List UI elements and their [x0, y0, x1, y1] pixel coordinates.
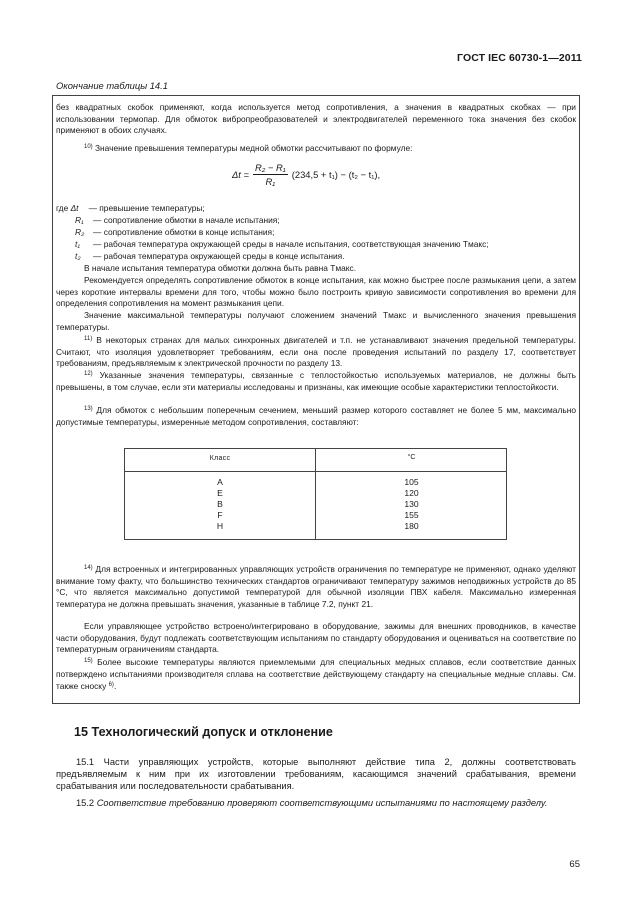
note-builtin-devices: Если управляющее устройство встроено/интегрировано в оборудование, зажимы для внешних проводников, в качестве части оборудования, будут подлежать соответствующим испытаниям по стандарту оборудования и оцениваться на соответствие по температурным ограничениям стандарта.: [56, 621, 576, 654]
footnote-15-text: Более высокие температуры являются приемлемыми для специальных медных сплавов, если соответствие данных потверждено испытаниями производителя сплава на соответствие действующему стандарту на специальные медные сплавы. См. также сноску: [56, 657, 576, 691]
formula-numerator: R₂ − R₁: [254, 162, 286, 173]
definition-text: — сопротивление обмотки в конце испытания;: [93, 227, 275, 238]
note-max-temperature: Значение максимальной температуры получают сложением значений Tмакс и вычисленного значения превышения температуры.: [56, 310, 576, 332]
definition-text: — сопротивление обмотки в начале испытания;: [93, 215, 280, 226]
definition-symbol: t₁: [75, 239, 80, 250]
definition-symbol: R₂: [75, 227, 85, 238]
definition-row: [56, 226, 489, 238]
definition-symbol: t₂: [75, 251, 81, 262]
formula-fraction: [253, 162, 288, 187]
temperature-rise-formula: [232, 162, 380, 187]
definition-symbol: R₁: [75, 215, 84, 226]
footnote-14: [56, 563, 576, 610]
footnote-11-text: В некоторых странах для малых синхронных двигателей и т.п. не устанавливают значения предельной температуры. Считают, что изоляция удовлетворяет требованиям, если она после проведения испытаний по разделу 17, соответствует требованиям, предъявляемым к электрической прочности по разделу 13.: [56, 335, 576, 368]
footnote-11-number: 11): [84, 336, 93, 342]
formula-denominator: R₁: [265, 176, 276, 187]
clause-15-1: 15.1 Части управляющих устройств, которые выполняют действие типа 2, должны соответствовать предъявляемым к ним при их изготовлении требованиям, касающимся значений срабатывания, времени срабатывания или последовательности срабатывания.: [56, 757, 576, 792]
footnote-12-number: 12): [84, 371, 93, 377]
definition-row: [56, 250, 489, 262]
table-header-degrees: °С: [407, 454, 416, 461]
formula-rest: (234,5 + t₁) − (t₂ − t₁),: [291, 169, 381, 180]
definition-row: [56, 214, 489, 226]
footnote-11: [56, 334, 576, 370]
where-label: где: [56, 203, 69, 213]
note-resistance-recommendation: Рекомендуется определять сопротивление обмоток в конце испытания, как можно быстрее после размыкания цепи, а затем через короткие интервалы времени для того, чтобы можно было построить кривую зависимости сопротивления во времени для определения сопротивления на момент размыкания цепи.: [56, 275, 576, 308]
footnote-12-text: Указанные значения температуры, связанные с теплостойкостью используемых материалов, не должны быть превышены, в том случае, если эти материалы исследованы и признаны, как имеющие особые характеристики теплостойкости.: [56, 370, 577, 392]
footnote-10: [56, 142, 576, 155]
insulation-class-table: [124, 448, 507, 540]
footnote-13: [56, 404, 576, 428]
formula-lhs: Δt =: [232, 169, 249, 180]
table-continuation-label: Окончание таблицы 14.1: [56, 80, 168, 91]
definition-text: — рабочая температура окружающей среды в конце испытания.: [93, 251, 345, 262]
note-start-temperature: В начале испытания температура обмотки должна быть равна Tмакс.: [84, 263, 357, 273]
footnote-10-text: Значение превышения температуры медной обмотки рассчитывают по формуле:: [95, 143, 413, 153]
definition-text: — превышение температуры;: [88, 203, 205, 213]
table-header-class: Класс: [209, 455, 231, 462]
section-heading: 15 Технологический допуск и отклонение: [74, 725, 333, 739]
note-paragraph: без квадратных скобок применяют, когда используется метод сопротивления, а значения в квадратных скобках — при использовании термопар. Для обмоток вибропреобразователей и электродвигателей переменного тока значения без скобок применяют в обоих случаях.: [56, 102, 576, 135]
footnote-10-number: 10): [84, 144, 93, 150]
clause-15-2-text: Соответствие требованию проверяют соответствующими испытаниями по настоящему разделу.: [96, 798, 548, 808]
footnote-15: [56, 656, 576, 693]
footnote-13-text: Для обмоток с небольшим поперечным сечением, меньший размер которого составляет не более 5 мм, максимально допустимые температуры, измеренные методом сопротивления, составляют:: [56, 405, 576, 427]
table-class-column: A E B F H: [216, 477, 224, 532]
definition-symbol: Δt: [70, 203, 79, 213]
definition-text: — рабочая температура окружающей среды в начале испытания, соответствующая значению Tмакс;: [93, 239, 489, 250]
footnote-14-number: 14): [84, 565, 93, 571]
document-header: ГОСТ IEC 60730-1—2011: [457, 52, 582, 64]
footnote-15-number: 15): [84, 658, 93, 664]
definition-row: [56, 238, 489, 250]
footnote-15-end: .: [113, 681, 117, 691]
page-number: 65: [569, 859, 580, 870]
definition-row: [56, 202, 489, 214]
clause-15-2: [56, 797, 576, 809]
footnote-12: [56, 369, 576, 393]
footnote-13-number: 13): [84, 406, 93, 412]
table-temperature-column: 105 120 130 155 180: [404, 477, 419, 532]
clause-15-2-number: 15.2: [76, 798, 95, 808]
footnote-14-text: Для встроенных и интегрированных управляющих устройств ограничения по температуре не применяют, однако уделяют внимание тому факту, что большинство технических стандартов ограничивают температуру зажимов неподвижных устройств до 85 °С, что является максимально допустимой температурой для обычной изоляции ПВХ кабеля. Максимально измеренная температура не должна превышать значения, указанные в таблице 7.2, пункт 21.: [56, 564, 576, 609]
formula-definitions: [56, 202, 489, 262]
footnote-15-reference: 6): [108, 682, 114, 688]
